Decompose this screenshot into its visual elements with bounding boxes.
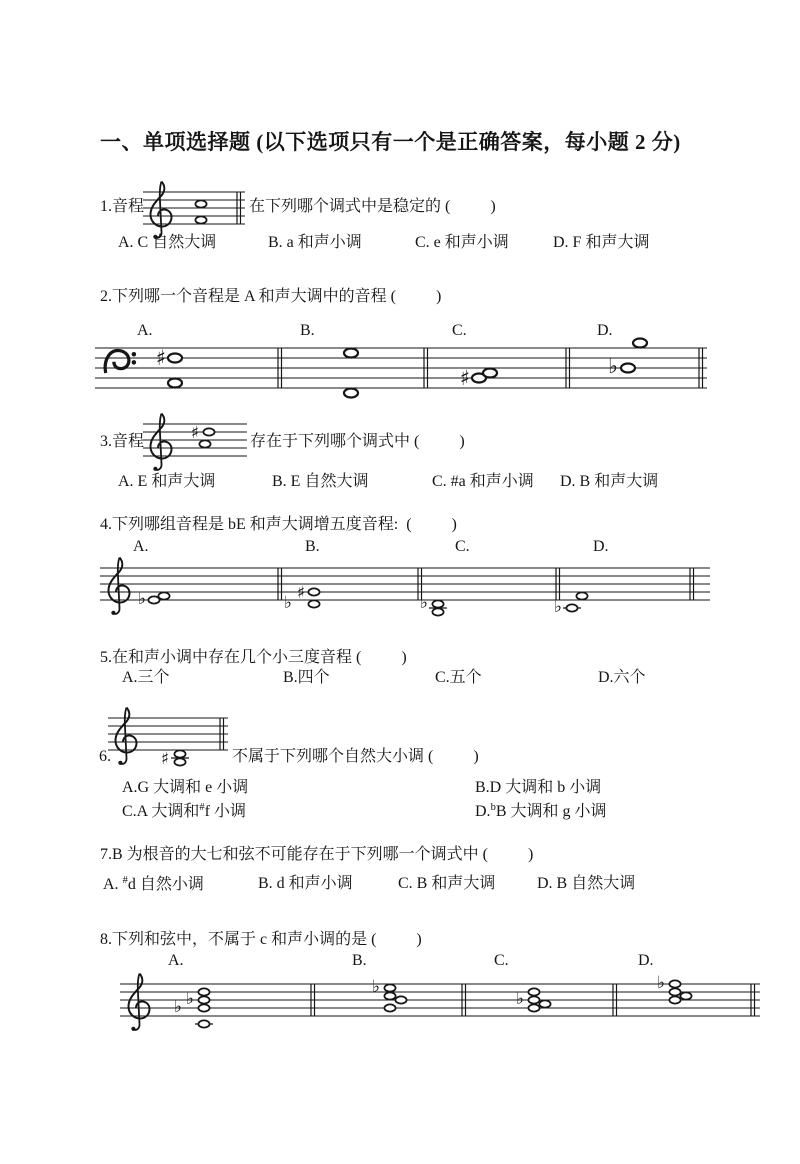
question-7-option-a: A. #d 自然小调 [103, 875, 204, 893]
svg-text:♯: ♯ [160, 748, 170, 768]
question-7-stem: 7.B 为根音的大七和弦不可能存在于下列哪一个调式中 ( ) [100, 846, 534, 863]
question-8-letter-d: D. [638, 952, 654, 969]
question-8-letter-a: A. [168, 952, 184, 969]
question-4-letter-d: D. [593, 538, 609, 555]
question-3-option-c: C. #a 和声小调 [432, 473, 534, 490]
svg-text:♭: ♭ [372, 976, 380, 997]
question-4-letter-b: B. [305, 538, 320, 555]
svg-text:♭: ♭ [554, 596, 562, 617]
question-7-option-c: C. B 和声大调 [398, 875, 496, 892]
exam-title: 一、单项选择题 (以下选项只有一个是正确答案，每小题 2 分) [100, 130, 681, 154]
question-1-option-d: D. F 和声大调 [553, 234, 650, 251]
svg-text:♯: ♯ [155, 346, 167, 370]
question-1-option-b: B. a 和声小调 [268, 234, 362, 251]
question-1-stem-prefix: 1.音程 [100, 198, 145, 215]
staff-q2-bass-intervals [95, 338, 707, 400]
question-3-stem-suffix: 存在于下列哪个调式中 ( ) [250, 433, 465, 450]
question-2-letter-d: D. [597, 322, 613, 339]
question-6-stem-suffix: 不属于下列哪个自然大小调 ( ) [232, 748, 479, 765]
question-7-option-d: D. B 自然大调 [537, 875, 636, 892]
question-5-option-c: C.五个 [435, 669, 482, 686]
question-6-option-b: B.D 大调和 b 小调 [475, 779, 602, 796]
question-6-number: 6. [99, 748, 111, 765]
svg-text:♭: ♭ [138, 588, 146, 609]
question-6-option-d: D.$^b$B 大调和 g 小调 [475, 802, 607, 820]
svg-text:♯: ♯ [459, 366, 471, 390]
staff-q3-interval-notation [143, 412, 247, 474]
question-4-letter-a: A. [133, 538, 149, 555]
question-5-stem: 5.在和声小调中存在几个小三度音程 ( ) [100, 649, 407, 666]
staff-q8-treble-chords [120, 970, 760, 1050]
svg-text:♭: ♭ [420, 592, 428, 613]
svg-text:♭: ♭ [608, 353, 618, 378]
question-3-option-b: B. E 自然大调 [272, 473, 369, 490]
svg-text:♭: ♭ [516, 988, 524, 1009]
question-6-option-c: C.A 大调和#f 小调 [122, 802, 246, 820]
question-1-option-a: A. C 自然大调 [118, 234, 217, 251]
svg-text:♯: ♯ [296, 582, 306, 602]
question-1-option-c: C. e 和声小调 [415, 234, 509, 251]
svg-text:♭: ♭ [284, 592, 292, 613]
staff-q4-treble-intervals [100, 556, 710, 620]
question-2-letter-a: A. [137, 322, 153, 339]
question-2-letter-c: C. [452, 322, 467, 339]
question-4-letter-c: C. [455, 538, 470, 555]
question-4-stem: 4.下列哪组音程是 bE 和声大调增五度音程: ( ) [100, 516, 457, 533]
question-3-option-a: A. E 和声大调 [118, 473, 216, 490]
svg-text:♭: ♭ [186, 988, 194, 1009]
question-8-letter-b: B. [352, 952, 367, 969]
question-6-option-a: A.G 大调和 e 小调 [122, 779, 249, 796]
question-1-stem-suffix: 在下列哪个调式中是稳定的 ( ) [249, 198, 496, 215]
svg-text:♯: ♯ [190, 422, 200, 442]
question-5-option-a: A.三个 [122, 669, 170, 686]
staff-q6-chord-notation [108, 706, 228, 768]
question-5-option-b: B.四个 [283, 669, 330, 686]
svg-text:♭: ♭ [174, 996, 182, 1017]
question-8-stem: 8.下列和弦中，不属于 c 和声小调的是 ( ) [100, 931, 422, 948]
question-3-stem-prefix: 3.音程 [100, 433, 145, 450]
question-7-option-b: B. d 和声小调 [258, 875, 353, 892]
question-2-letter-b: B. [300, 322, 315, 339]
question-8-letter-c: C. [494, 952, 509, 969]
question-3-option-d: D. B 和声大调 [560, 473, 659, 490]
question-2-stem: 2.下列哪一个音程是 A 和声大调中的音程 ( ) [100, 288, 442, 305]
question-5-option-d: D.六个 [598, 669, 646, 686]
svg-text:♭: ♭ [657, 972, 665, 993]
